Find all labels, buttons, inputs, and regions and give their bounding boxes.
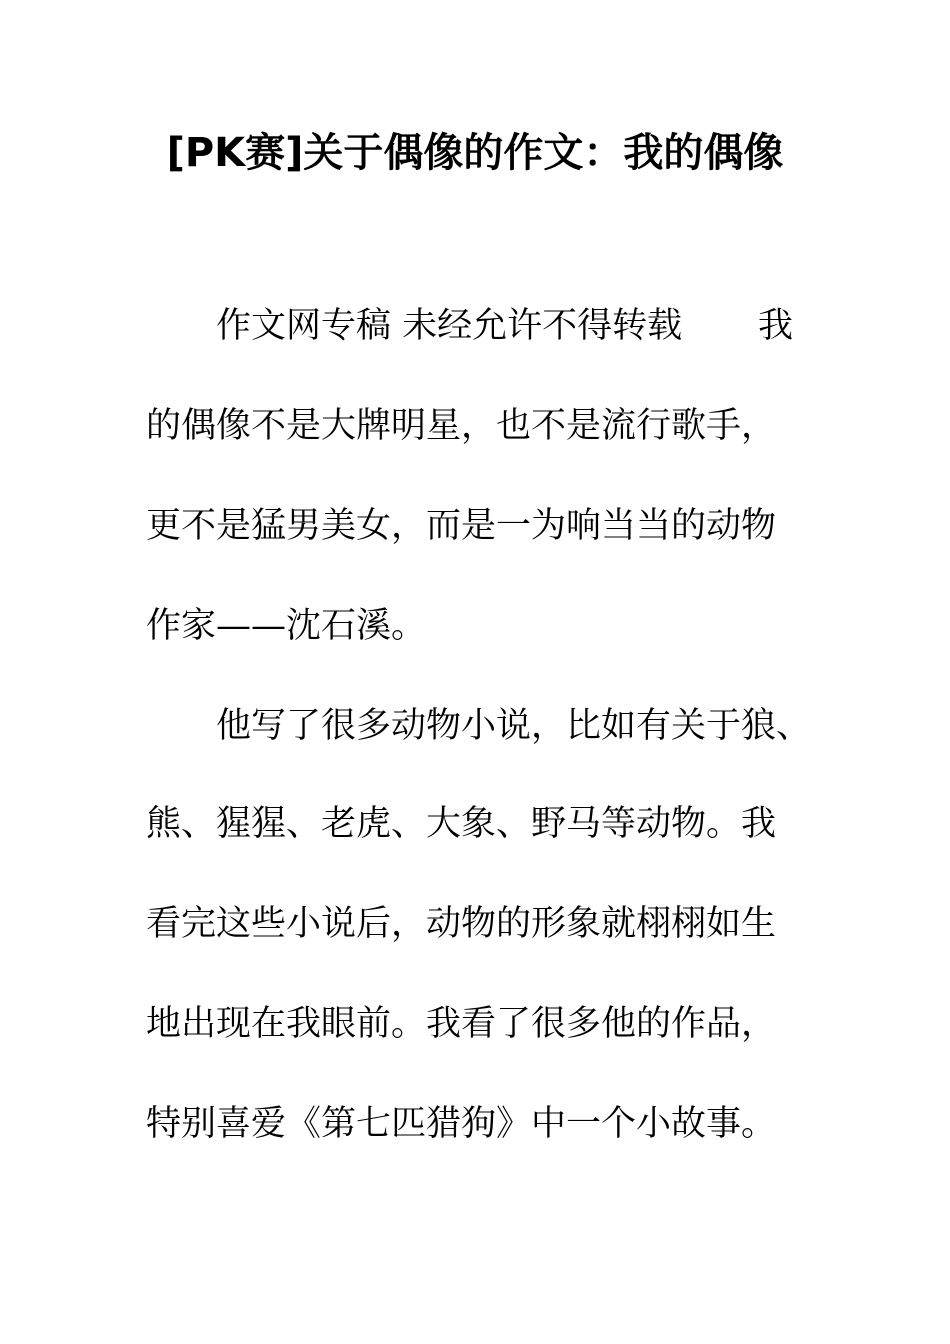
- paragraph-2-line-4: 地出现在我眼前。我看了很多他的作品，: [146, 1004, 777, 1044]
- paragraph-1-line-4: 作家——沈石溪。: [146, 606, 427, 646]
- paragraph-1-line-3: 更不是猛男美女，而是一为响当当的动物: [146, 506, 777, 546]
- paragraph-1-line-2: 的偶像不是大牌明星，也不是流行歌手，: [146, 406, 777, 446]
- paragraph-2-line-2: 熊、猩猩、老虎、大象、野马等动物。我: [146, 804, 777, 844]
- paragraph-2-line-5: 特别喜爱《第七匹猎狗》中一个小故事。: [146, 1104, 777, 1144]
- paragraph-2-line-1: 他写了很多动物小说，比如有关于狼、: [216, 706, 812, 746]
- paragraph-1-line-1-end: 我: [758, 306, 794, 346]
- paragraph-2-line-3: 看完这些小说后，动物的形象就栩栩如生: [146, 904, 777, 944]
- document-title: [PK赛]关于偶像的作文：我的偶像: [166, 130, 784, 176]
- paragraph-1-line-1: 作文网专稿 未经允许不得转载: [216, 306, 683, 346]
